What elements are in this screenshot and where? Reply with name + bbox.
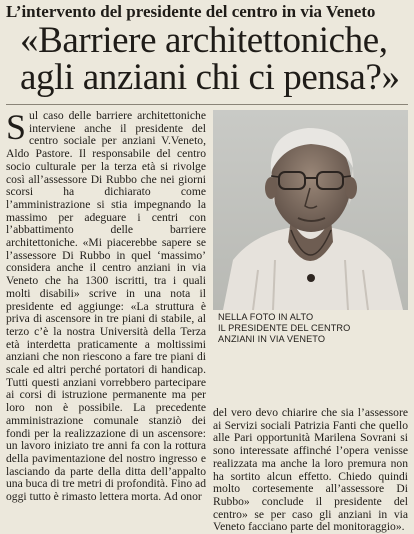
portrait-photo bbox=[213, 110, 408, 310]
headline-divider bbox=[6, 104, 408, 105]
caption-line-2: IL PRESIDENTE DEL CENTRO bbox=[218, 323, 351, 333]
article-kicker: L’intervento del presidente del centro in via Veneto bbox=[6, 2, 376, 21]
drop-cap: S bbox=[6, 107, 27, 147]
headline-line-1: «Barriere architettoniche, bbox=[20, 20, 388, 61]
headline-line-2: agli anziani chi ci pensa?» bbox=[20, 57, 400, 98]
article-headline bbox=[20, 22, 404, 96]
article-column-1 bbox=[6, 107, 206, 504]
column-2-text: del vero devo chiarire che sia l’assessore ai Servizi sociali Patrizia Fanti che quello alle Pari opportunità Marilena Sovrani si sono interessate affinché l’opera venisse realizzata ma anche la loro premura non ha sortito alcun effetto. Chiedo quindi molto cortesemente all’assessore Di Rubbo» conclude il presidente del centro» se per caso gli anziani in via Veneto facciano parte del monitoraggio». bbox=[213, 406, 408, 534]
column-1-text: ul caso delle barriere architettoniche interviene anche il presidente del centro sociale per anziani V.Veneto, Aldo Pastore. Il responsabile del centro socio culturale per la terza età si rivolge così all’assessore Di Rubbo che nei giorni scorsi ha dichiarato come l’amministrazione si stia impegnando la massimo per adeguare i centri con l’abbattimento delle barriere architettoniche. «Mi piacerebbe sapere se l’assessore Di Rubbo in quel ‘massimo’ considera anche il centro anziani in via Veneto che ha 1300 iscritti, tra i quali molti disabili» scrive in una nota il presidente ed aggiunge: «La struttura è priva di ascensore in tre piani di stabile, al terzo c’è la nostra Università della Terza età interdetta praticamente a moltissimi anziani che non riescono a fare tre piani di scale ed altri perché portatori di handicap. Tutti questi anziani vorrebbero partecipare ai corsi di istruzione permanente ma per loro non è possibile. La precedente amministrazione comunale stanziò dei fondi per la realizzazione di un ascensore: un lavoro iniziato tre anni fa con la rottura della pavimentazione del nostro ingresso e lasciando da parte della ditta dell’appalto una buca di tre metri di profondità. Fino ad oggi tutto è rimasto lettera morta. Ad onor bbox=[6, 109, 206, 504]
article-column-2 bbox=[213, 406, 408, 534]
portrait-illustration bbox=[213, 110, 408, 310]
photo-caption bbox=[218, 312, 408, 345]
caption-line-3: ANZIANI IN VIA VENETO bbox=[218, 334, 326, 344]
caption-line-1: NELLA FOTO IN ALTO bbox=[218, 312, 314, 322]
